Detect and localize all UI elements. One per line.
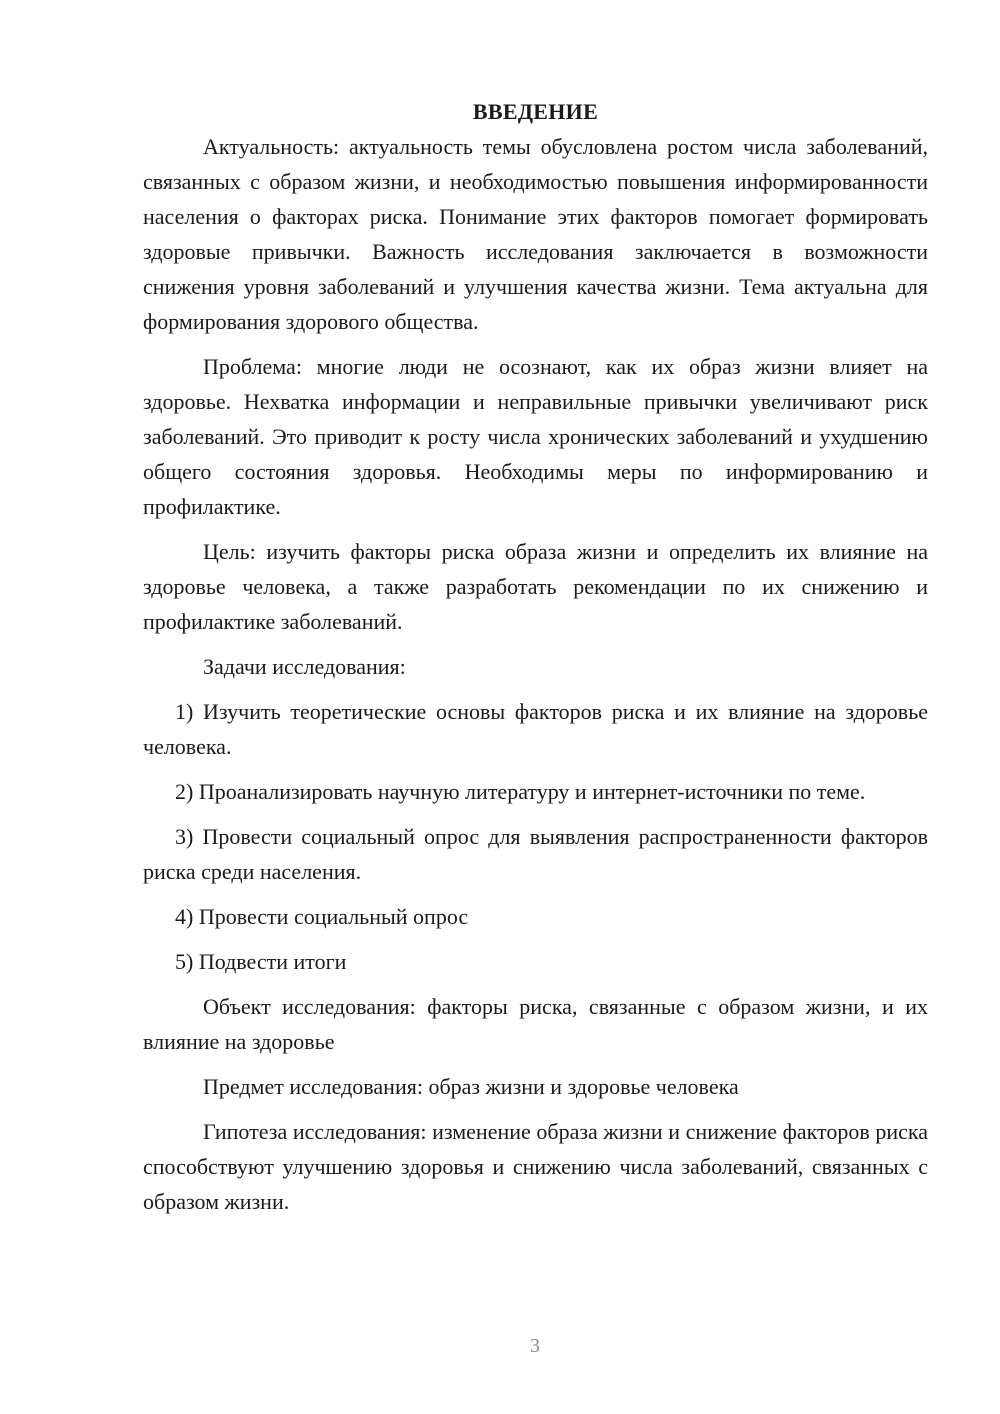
relevance-paragraph: Актуальность: актуальность темы обусловлена ростом числа заболеваний, связанных с образом жизни, и необходимостью повышения информированности населения о факторах риска. Понимание этих факторов помогает формировать здоровые привычки. Важность исследования заключается в возможности снижения уровня заболеваний и улучшения качества жизни. Тема актуальна для формирования здорового общества. bbox=[143, 134, 928, 334]
object-paragraph: Объект исследования: факторы риска, связанные с образом жизни, и их влияние на здоровье bbox=[143, 994, 928, 1054]
document-page bbox=[143, 94, 928, 1219]
goal-paragraph: Цель: изучить факторы риска образа жизни и определить их влияние на здоровье человека, а также разработать рекомендации по их снижению и профилактике заболеваний. bbox=[143, 539, 928, 634]
tasks-heading: Задачи исследования: bbox=[203, 654, 406, 679]
hypothesis-paragraph: Гипотеза исследования: изменение образа жизни и снижение факторов риска способствуют улучшению здоровья и снижению числа заболеваний, связанных с образом жизни. bbox=[143, 1119, 928, 1214]
page-number: 3 bbox=[530, 1335, 540, 1357]
section-heading: ВВЕДЕНИЕ bbox=[472, 99, 599, 124]
task-item-3: 3) Провести социальный опрос для выявления распространенности факторов риска среди населения. bbox=[143, 824, 928, 884]
task-item-1: 1) Изучить теоретические основы факторов риска и их влияние на здоровье человека. bbox=[143, 699, 928, 759]
task-item-4: 4) Провести социальный опрос bbox=[175, 904, 469, 929]
task-item-5: 5) Подвести итоги bbox=[175, 949, 347, 974]
problem-paragraph: Проблема: многие люди не осознают, как их образ жизни влияет на здоровье. Нехватка информации и неправильные привычки увеличивают риск заболеваний. Это приводит к росту числа хронических заболеваний и ухудшению общего состояния здоровья. Необходимы меры по информированию и профилактике. bbox=[143, 354, 928, 519]
subject-paragraph: Предмет исследования: образ жизни и здоровье человека bbox=[203, 1074, 739, 1099]
task-item-2: 2) Проанализировать научную литературу и интернет-источники по теме. bbox=[175, 779, 866, 804]
